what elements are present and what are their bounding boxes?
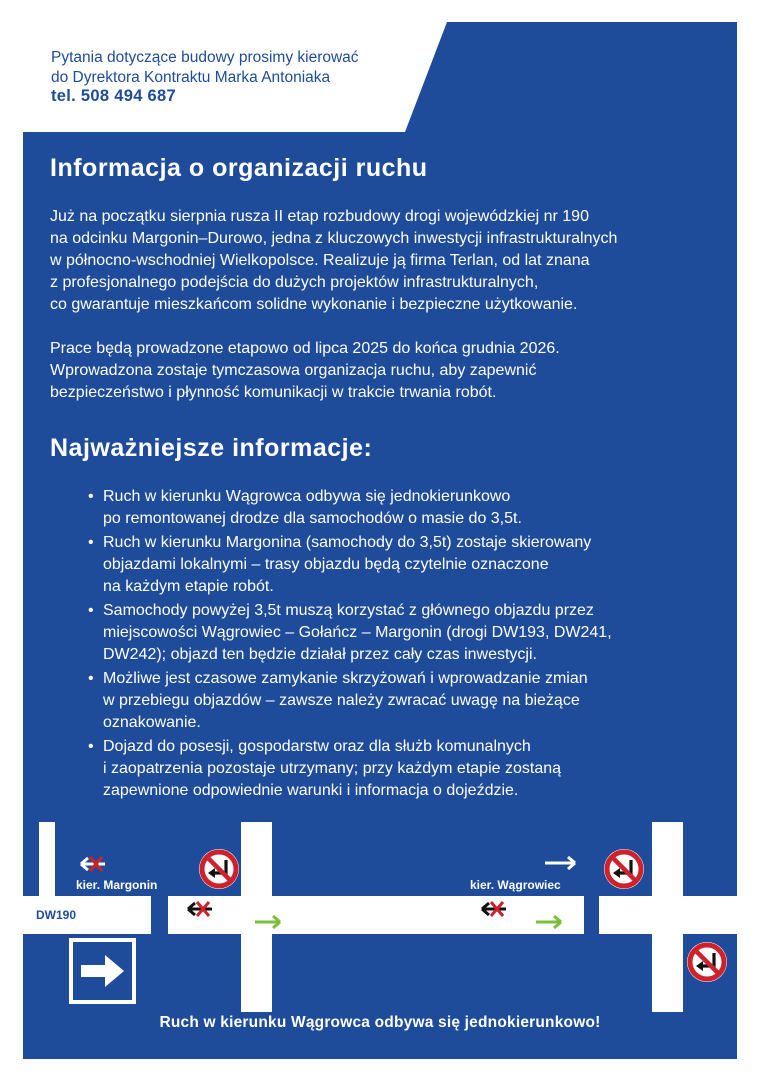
info-list [50,486,710,802]
section-heading: Najważniejsze informacje: [50,434,373,462]
bullet-icon: • [88,488,94,505]
list-item: • Ruch w kierunku Margonina (samochody do 3,5t) zostaje skierowany objazdami lokalnymi – trasy objazdu będą czytelnie oznaczone na każdym etapie robót. [88,534,592,595]
traffic-map [23,822,737,1012]
contact-box [51,48,431,107]
contact-line-2: do Dyrektora Kontraktu Marka Antoniaka [51,68,331,86]
crossed-left-arrow-icon [188,902,212,916]
intro-paragraph-2: Prace będą prowadzone etapowo od lipca 2025 do końca grudnia 2026. Wprowadzona zostaje tymczasowa organizacja ruchu, aby zapewnić bezpieczeństwo i płynność komunikacji w trakcie trwania robót. [50,340,560,401]
right-arrow-icon [545,857,575,869]
label-margonin: kier. Margonin [76,878,158,892]
list-item: • Dojazd do posesji, gospodarstw oraz dla służb komunalnych i zaopatrzenia pozostaje utrzymany; przy każdym etapie zostaną zapewnione odpowiednie warunki i informacja o dojeździe. [88,738,562,799]
contact-line-1: Pytania dotyczące budowy prosimy kierować [51,49,359,66]
one-way-sign-icon [69,938,136,1004]
bullet-icon: • [88,670,94,687]
road-right-horizontal [599,896,737,934]
no-left-turn-sign-icon [604,849,644,889]
no-left-turn-sign-icon [199,849,239,889]
bullet-icon: • [88,602,94,619]
list-item: • Ruch w kierunku Wągrowca odbywa się jednokierunkowo po remontowanej drodze dla samochodów o masie do 3,5t. [88,488,522,527]
road-label: DW190 [36,908,77,922]
label-wagrowiec: kier. Wągrowiec [470,878,561,892]
crossed-left-arrow-icon [482,902,506,916]
bullet-icon: • [88,738,94,755]
footer-note: Ruch w kierunku Wągrowca odbywa się jednokierunkowo! [159,1014,601,1031]
no-left-turn-sign-icon [687,942,727,982]
road-main-left [168,896,584,934]
list-item: • Samochody powyżej 3,5t muszą korzystać z głównego objazdu przez miejscowości Wągrowiec – Gołańcz – Margonin (drogi DW193, DW241, DW242); objazd ten będzie działał przez cały czas inwestycji. [88,602,612,663]
page-title: Informacja o organizacji ruchu [50,154,428,182]
crossed-left-arrow-icon [81,857,105,871]
contact-phone[interactable]: tel. 508 494 687 [51,87,176,105]
main-content [50,148,710,804]
intro-paragraph-1: Już na początku sierpnia rusza II etap rozbudowy drogi wojewódzkiej nr 190 na odcinku Margonin–Durowo, jedna z kluczowych inwestycji infrastrukturalnych w północno-wschodniej Wielkopolsce. Realizuje ją firma Terlan, od lat znana z profesjonalnego podejścia do dużych projektów infrastrukturalnych, co gwarantuje mieszkańcom solidne wykonanie i bezpieczne użytkowanie. [50,208,618,313]
bullet-icon: • [88,534,94,551]
list-item: • Możliwe jest czasowe zamykanie skrzyżowań i wprowadzanie zmian w przebiegu objazdów – zawsze należy zwracać uwagę na bieżące oznakowanie. [88,670,588,731]
